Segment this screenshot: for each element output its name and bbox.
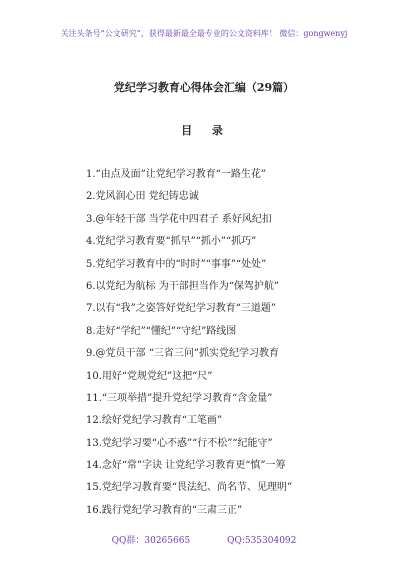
toc-item: 16.践行党纪学习教育的“三肃三正” xyxy=(86,504,243,516)
toc-item: 12.绘好党纪学习教育“工笔画” xyxy=(86,415,223,427)
table-of-contents xyxy=(86,164,386,522)
toc-item: 4.党纪学习教育要“抓早”“抓小”“抓巧” xyxy=(86,236,257,248)
toc-item: 10.用好“党规党纪”这把“尺” xyxy=(86,370,213,382)
toc-item: 2.党风润心田 党纪铸忠诚 xyxy=(86,191,199,203)
qq-contact-number: QQ:535304092 xyxy=(227,536,297,546)
toc-item: 14.念好“常”字诀 让党纪学习教育更“慎”一筹 xyxy=(86,460,286,472)
toc-item: 5.党纪学习教育中的“时时”“事事”“处处” xyxy=(86,258,267,270)
toc-item: 13.党纪学习要“心不惑”“行不松”“纪能守” xyxy=(86,437,273,449)
toc-item: 1.“由点及面”让党纪学习教育“一路生花” xyxy=(86,169,266,180)
toc-item: 3.@年轻干部 当学花中四君子 系好风纪扣 xyxy=(86,213,272,225)
qq-group-number: QQ群：30265665 xyxy=(111,536,191,546)
footer-contacts xyxy=(0,533,408,546)
toc-heading: 目 录 xyxy=(181,124,231,137)
header-promo-note: 关注头条号“公文研究”，获得最新最全最专业的公文资料库！ 微信：gongwenyj xyxy=(60,29,348,38)
document-title: 党纪学习教育心得体会汇编（29篇） xyxy=(113,81,295,94)
toc-item: 15.党纪学习教育要“畏法纪、尚名节、见理明” xyxy=(86,482,293,494)
toc-item: 8.走好“学纪”“懂纪”“守纪”路线图 xyxy=(86,325,237,337)
toc-item: 11.“三项举措”提升党纪学习教育“含金量” xyxy=(86,392,273,404)
toc-item: 9.@党员干部 “三省三问”抓实党纪学习教育 xyxy=(86,348,279,360)
toc-item: 7.以有“我”之姿答好党纪学习教育“三道题” xyxy=(86,303,276,315)
toc-item: 6.以党纪为航标 为干部担当作为“保驾护航” xyxy=(86,280,279,292)
